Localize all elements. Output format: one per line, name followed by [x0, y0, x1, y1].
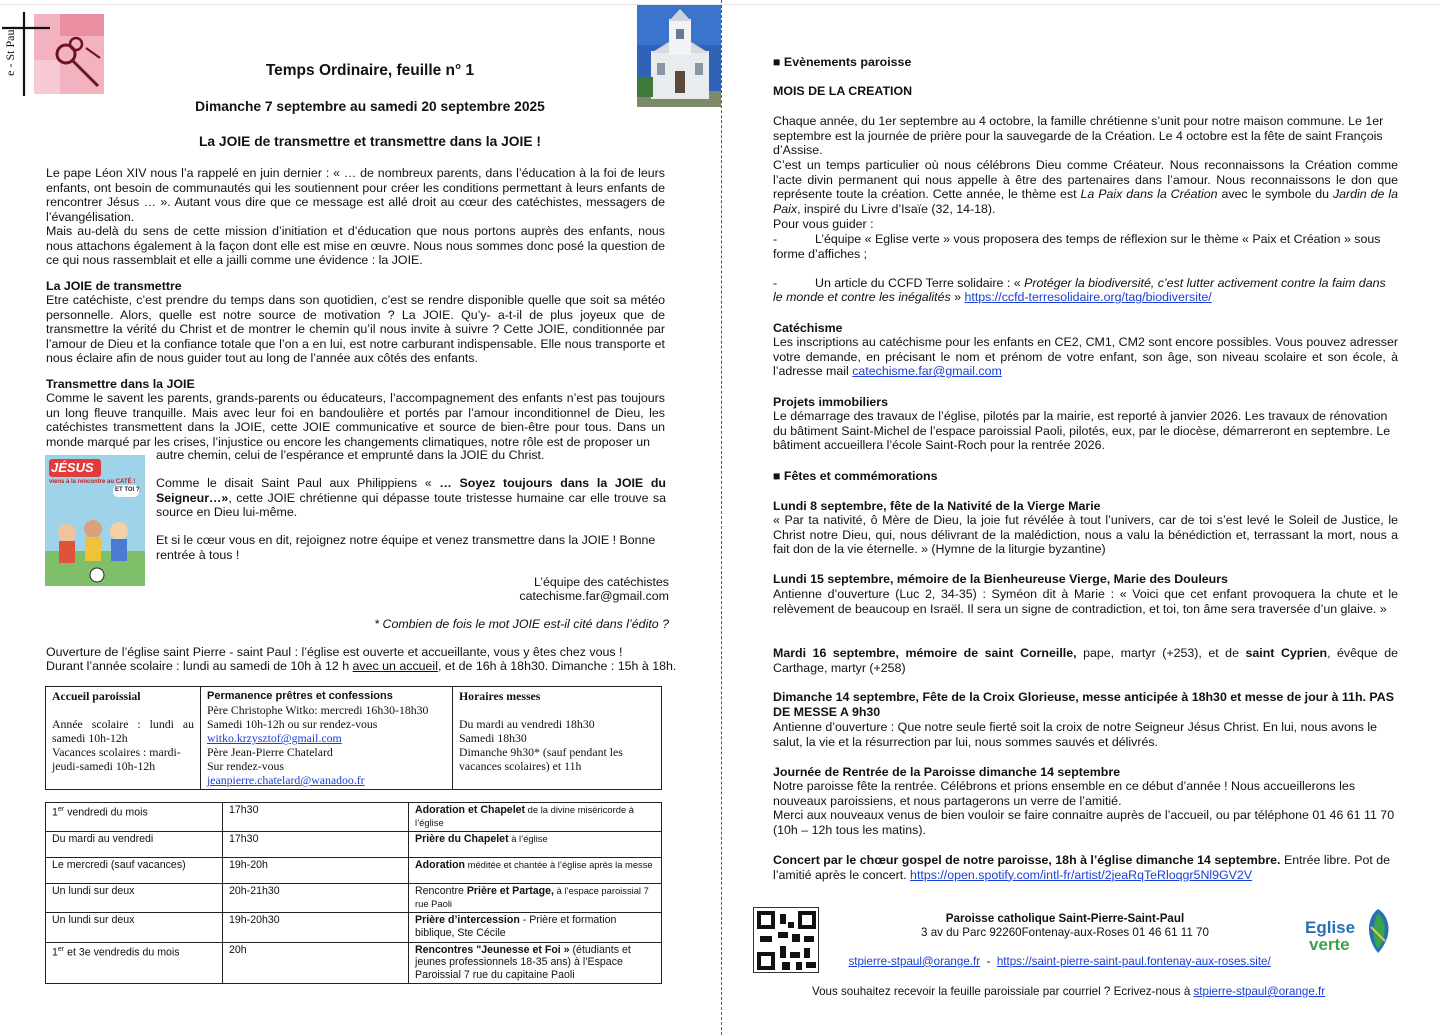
footer-website-link[interactable]: https://saint-pierre-saint-paul.fontenay-aux-roses.site/ — [996, 954, 1271, 968]
accueil-line-1: Année scolaire : lundi au samedi 10h-12h — [52, 717, 194, 745]
subscribe-line: Vous souhaitez recevoir la feuille paroissiale par courriel ? Ecrivez-nous à stpierre-stpaul@orange.fr — [812, 985, 1326, 998]
creation-paragraph-2: C’est un temps particulier où nous célébrons Dieu comme Créateur. Nous reconnaissons la Création comme l’acte divin permanent qui nous appelle à être des partenaires dans l’amour. Nous reconnaissons le don que représente toute la création. Cette année, le thème est La Paix dans la Création avec le symbole du Jardin de la Paix, inspiré du Livre d’Isaïe (32, 14-18). — [773, 158, 1399, 216]
rentree-text: Notre paroisse fête la rentrée. Célébrons et prions ensemble en ce début d’année ! Nous accueillerons les nouveaux paroissiens, et nous partagerons un verre de l’amitié. — [773, 779, 1356, 808]
projects-title: Projets immobiliers — [773, 395, 888, 409]
permanence-cell — [201, 687, 453, 790]
guide-bullet-1: - L’équipe « Eglise verte » vous proposera des temps de réflexion sur le thème « Paix et Création » sous forme d’affiches ; — [773, 232, 1384, 261]
rentree-text-2: Merci aux nouveaux venus de bien vouloir se faire connaitre auprès de l’accueil, ou par téléphone 01 46 61 11 70 (10h – 12h tous les matins). — [773, 808, 1395, 837]
permanence-line-3: Père Jean-Pierre Chatelard — [207, 745, 333, 759]
accueil-title: Accueil paroissial — [52, 689, 141, 703]
feast-3: Mardi 16 septembre, mémoire de saint Corneille, pape, martyr (+253), et de saint Cyprien, évêque de Carthage, martyr (+258) — [773, 646, 1398, 675]
messes-line-1: Du mardi au vendredi 18h30 — [459, 717, 595, 731]
messes-line-3: Dimanche 9h30* (sauf pendant les vacances scolaires) et 11h — [459, 745, 623, 773]
church-opening-line-2: Durant l’année scolaire : lundi au samedi de 10h à 12 h avec un accueil, et de 16h à 18h30. Dimanche : 15h à 18h. — [46, 659, 677, 673]
sheet-dates: Dimanche 7 septembre au samedi 20 septembre 2025 — [195, 99, 545, 114]
feast-1-title: Lundi 8 septembre, fête de la Nativité de la Vierge Marie — [773, 499, 1101, 513]
ccfd-link[interactable]: https://ccfd-terresolidaire.org/tag/biodiversite/ — [964, 290, 1212, 305]
section-transmettre-joie-text: Comme le savent les parents, grands-parents ou éducateurs, l’accompagnement des enfants n’est pas toujours un long fleuve tranquille. Mais avec leur foi en bandoulière et portés par l’amour inconditionnel de Dieu, les catéchistes transmettent dans la JOIE, cette JOIE communicative et source de bien-être pour tous. Dans un monde marqué par les crises, l’injustice ou encore les changements climatiques, notre rôle est de proposer un — [46, 391, 665, 449]
feast-2-text: Antienne d’ouverture (Luc 2, 34-35) : Syméon dit à Marie : « Voici que cet enfant provoquera la chute et le relèvement de beaucoup en Israël. Il sera un signe de contradiction, et toi, ton âme sera traversée d’un glaive. » — [773, 587, 1398, 616]
logo-text: e - St Paul — [3, 26, 17, 76]
eglise-verte-word-1: Eglise — [1305, 918, 1356, 937]
footer-email-link[interactable]: stpierre-stpaul@orange.fr — [848, 954, 981, 968]
church-photo — [637, 5, 721, 107]
call-to-join: Et si le cœur vous en dit, rejoignez notre équipe et venez transmettre dans la JOIE ! Bonne rentrée à tous ! — [156, 533, 656, 562]
leaf-globe-icon — [1361, 907, 1395, 955]
table-row: 1er vendredi du mois 17h30 Adoration et Chapelet de la divine miséricorde à l’église — [46, 803, 662, 832]
signature-team: L’équipe des catéchistes — [533, 575, 669, 589]
table-row: 1er et 3e vendredis du mois 20h Rencontres "Jeunesse et Foi » (étudiants et jeunes professionnels 18-35 ans) à l’Espace Paroissial 7 rue du capitaine Paoli — [46, 942, 662, 984]
feast-2-title: Lundi 15 septembre, mémoire de la Bienheureuse Vierge, Marie des Douleurs — [773, 572, 1228, 586]
feasts-section-title: ■ Fêtes et commémorations — [773, 469, 938, 483]
philippians-quote: Comme le disait Saint Paul aux Philippiens « … Soyez toujours dans la JOIE du Seigneur…», cette JOIE chrétienne qui dépasse toute tristesse humaine car elle trouve sa source en Dieu lui-même. — [156, 476, 666, 520]
catechism-title: Catéchisme — [773, 321, 843, 335]
footnote-question: * Combien de fois le mot JOIE est-il cité dans l’édito ? — [374, 617, 669, 631]
subscribe-email-link[interactable]: stpierre-stpaul@orange.fr — [1193, 985, 1326, 998]
section-transmettre-joie-continued: autre chemin, celui de l’espérance et emprunté dans la JOIE du Christ. — [156, 448, 545, 462]
page-divider — [721, 0, 722, 1035]
church-opening-line-1: Ouverture de l’église saint Pierre - saint Paul : l’église est ouverte et accueillante, vous y êtes chez vous ! — [46, 645, 623, 659]
qr-code-icon — [753, 907, 819, 973]
chatelard-email-link[interactable]: jeanpierre.chatelard@wanadoo.fr — [207, 773, 365, 787]
rentree-title: Journée de Rentrée de la Paroisse dimanche 14 septembre — [773, 765, 1121, 779]
section-transmettre-joie-title: Transmettre dans la JOIE — [46, 377, 195, 391]
catechism-email-link[interactable]: catechisme.far@gmail.com — [852, 364, 1002, 379]
permanence-line-4: Sur rendez-vous — [207, 759, 284, 773]
concert: Concert par le chœur gospel de notre paroisse, 18h à l’église dimanche 14 septembre. Entrée libre. Pot de l’amitié après le concert. https://open.spotify.com/intl-fr/artist/2jeaRqTeRloqgr5Nl9GV2V — [773, 853, 1391, 882]
messes-line-2: Samedi 18h30 — [459, 731, 527, 745]
table-row: Le mercredi (sauf vacances) 19h-20h Adoration méditée et chantée à l’église après la messe — [46, 858, 662, 884]
creation-title: MOIS DE LA CREATION — [773, 84, 913, 98]
guide-bullet-2: - Un article du CCFD Terre solidaire : « Protéger la biodiversité, c’est lutter activement contre la faim dans le monde et contre les inégalités » https://ccfd-terresolidaire.org/tag/biodiversite/ — [773, 275, 1390, 305]
footer-contacts: stpierre-stpaul@orange.fr - https://saint-pierre-saint-paul.fontenay-aux-roses.site/ — [848, 954, 1271, 968]
creation-paragraph-1: Chaque année, du 1er septembre au 4 octobre, la famille chrétienne s’unit pour notre maison commune. Le 1er septembre est la journée de prière pour la sauvegarde de la Création. Le 4 octobre est la fête de saint François d’Assise. — [773, 114, 1384, 158]
witko-email-link[interactable]: witko.krzysztof@gmail.com — [207, 731, 342, 745]
parish-logo — [0, 10, 108, 96]
signature-email: catechisme.far@gmail.com — [519, 589, 669, 603]
sheet-headline: La JOIE de transmettre et transmettre dans la JOIE ! — [199, 134, 541, 149]
footer-address: 3 av du Parc 92260Fontenay-aux-Roses 01 46 61 11 70 — [921, 926, 1209, 939]
feast-4-title: Dimanche 14 septembre, Fête de la Croix Glorieuse, messe anticipée à 18h30 et messe de jour à 11h. PAS DE MESSE A 9h30 — [773, 690, 1394, 719]
eglise-verte-logo — [1305, 907, 1395, 959]
schedule-table — [45, 802, 662, 984]
permanence-line-2: Samedi 10h-12h ou sur rendez-vous — [207, 717, 378, 731]
book-title: JÉSUS — [51, 460, 94, 475]
section-joie-transmettre-title: La JOIE de transmettre — [46, 279, 182, 293]
accueil-line-2: Vacances scolaires : mardi-jeudi-samedi 10h-12h — [52, 745, 181, 773]
info-table — [45, 686, 662, 790]
book-subtitle: viens à la rencontre au CATÉ ! — [49, 479, 136, 485]
table-row: Un lundi sur deux 19h-20h30 Prière d’intercession - Prière et formation biblique, Ste Cécile — [46, 913, 662, 942]
footer-parish-name: Paroisse catholique Saint-Pierre-Saint-Paul — [945, 912, 1185, 925]
messes-title: Horaires messes — [459, 689, 541, 703]
book-badge: ET TOI ? — [115, 487, 140, 493]
section-joie-transmettre-text: Etre catéchiste, c’est prendre du temps dans son quotidien, c’est se rendre disponible quelle que soit sa météo personnelle. Alors, quelle est notre source de motivation ? La JOIE. Qu’y- a-t-il de plus joyeux que de transmettre la vérité du Christ et de montrer le chemin qu’il nous invite à suivre ? Cette JOIE, conditionnée par l’amour de Dieu et la confiance totale que l’on a en lui, est notre carburant indispensable. Elle nous transporte et nous éclaire afin de nous guider tout au long de l’année aux côtés des enfants. — [46, 293, 665, 366]
feast-4-text: Antienne d’ouverture : Que notre seule fierté soit la croix de notre Seigneur Jésus Christ. En lui, nous avons le salut, la vie et la résurrection par lui, nous sommes sauvés et délivrés. — [773, 720, 1378, 749]
messes-cell — [453, 687, 662, 790]
table-row: Un lundi sur deux 20h-21h30 Rencontre Prière et Partage, à l’espace paroissial 7 rue Paoli — [46, 884, 662, 913]
events-section-title: ■ Evènements paroisse — [773, 55, 912, 69]
feast-1-text: « Par ta nativité, ô Mère de Dieu, la joie fut révélée à tout l’univers, car de toi s’est levé le Soleil de Justice, le Christ notre Dieu, qui, nous délivrant de la malédiction, nous a valu la bénédiction et, terrassant la mort, nous a fait don de la vie éternelle. » (Hymne de la liturgie byzantine) — [773, 513, 1398, 557]
intro-paragraph-2: Mais au-delà du sens de cette mission d’initiation et d’éducation que nous portons auprès des enfants, nous nous attachons également à la façon dont elle est mise en œuvre. Nous nous sommes donc posé la question de ce qui nous rassemblait et elle a jailli comme une évidence : la JOIE. — [46, 224, 665, 268]
projects-text: Le démarrage des travaux de l’église, pilotés par la mairie, est reporté à janvier 2026. Les travaux de rénovation du bâtiment Saint-Michel de l’espace paroissial Paoli, pilotés, eux, par le diocèse, démarreront en septembre. Le bâtiment accueillera l’école Saint-Roch pour la rentrée 2026. — [773, 409, 1391, 453]
accueil-cell — [46, 687, 201, 790]
intro-paragraph-1: Le pape Léon XIV nous l’a rappelé en juin dernier : « … de nombreux parents, dans l’éducation à la foi de leurs enfants, ont besoin de communautés qui les soutiennent pour créer les conditions permettant à leurs enfants de rencontrer Jésus … ». Autant vous dire que ce message est allé droit au cœur des catéchistes, messagers de l’évangélisation. — [46, 166, 665, 224]
eglise-verte-word-2: verte — [1309, 935, 1350, 954]
permanence-title: Permanence prêtres et confessions — [207, 690, 393, 702]
permanence-line-1: Père Christophe Witko: mercredi 16h30-18h30 — [207, 703, 429, 717]
table-row: Du mardi au vendredi 17h30 Prière du Chapelet à l’église — [46, 832, 662, 858]
catechism-text: Les inscriptions au catéchisme pour les enfants en CE2, CM1, CM2 sont encore possibles. Vous pouvez adresser votre demande, en précisant le nom et prénom de votre enfant, son âge, son niveau scolaire et son école, à l’adresse mail catechisme.far@gmail.com — [773, 335, 1398, 379]
book-cover-image — [45, 455, 145, 586]
spotify-link[interactable]: https://open.spotify.com/intl-fr/artist/2jeaRqTeRloqgr5Nl9GV2V — [910, 867, 1253, 882]
sheet-title: Temps Ordinaire, feuille n° 1 — [265, 62, 475, 79]
guide-label: Pour vous guider : — [773, 217, 874, 231]
